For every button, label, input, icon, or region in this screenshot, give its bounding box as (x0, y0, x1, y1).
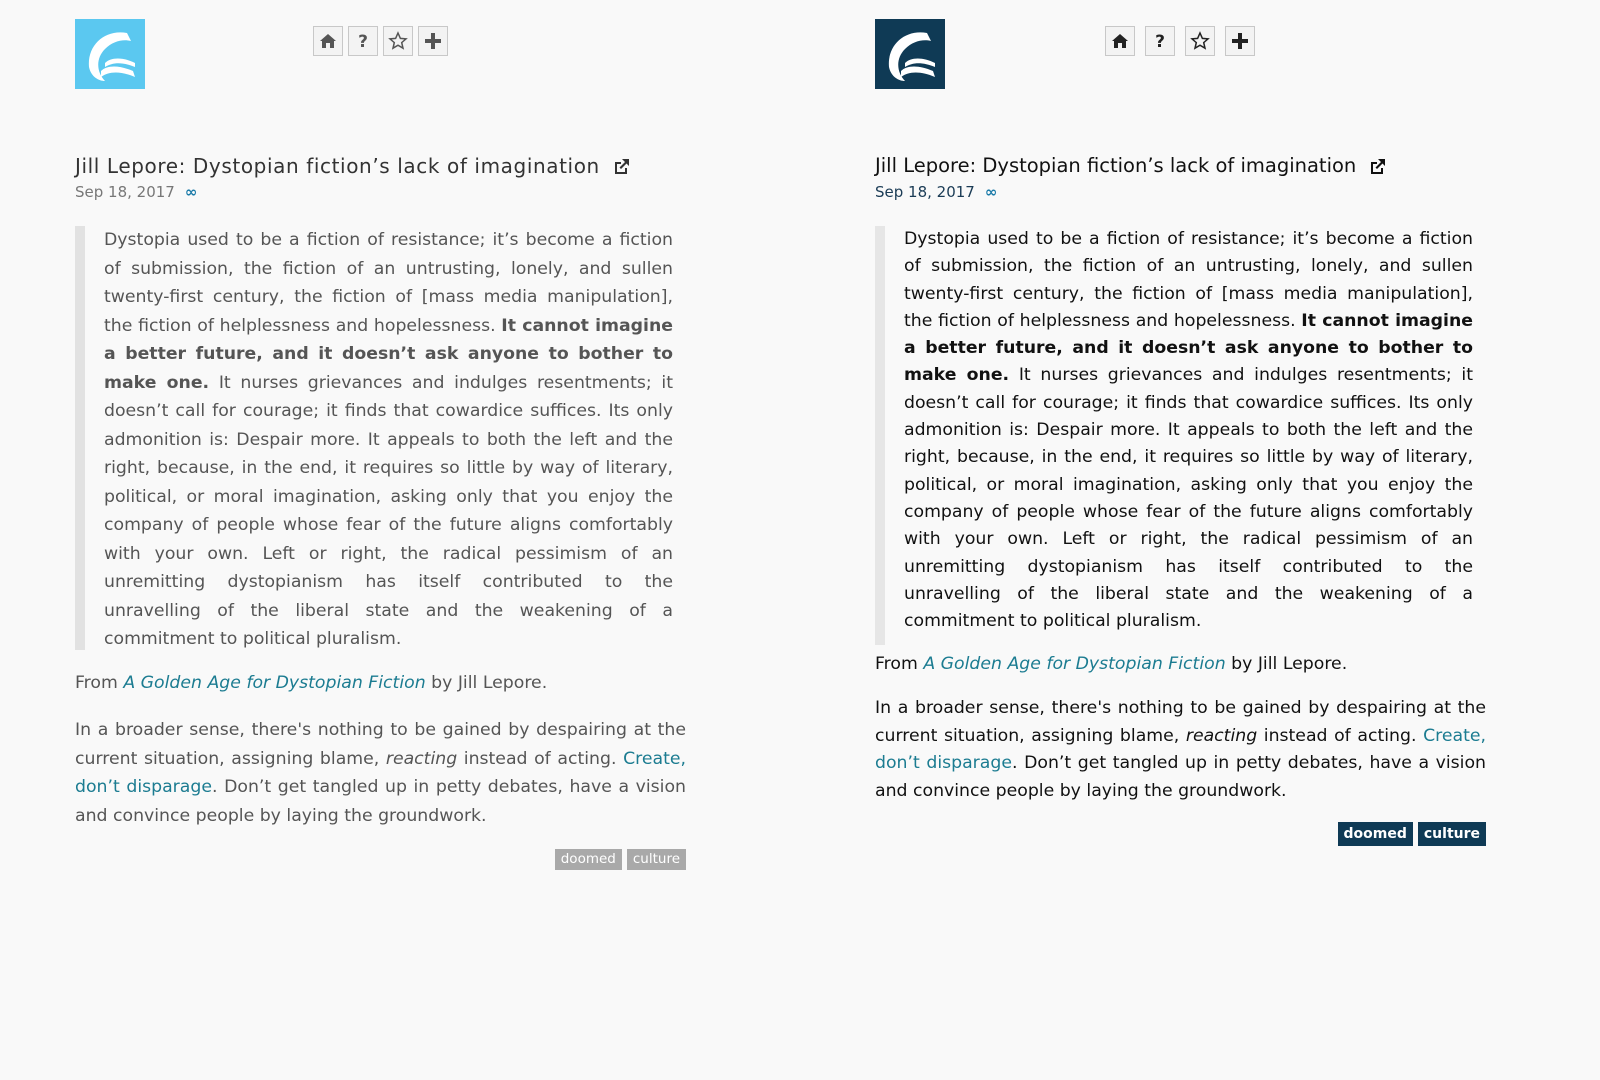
site-logo[interactable] (75, 19, 145, 89)
help-icon (1150, 31, 1170, 51)
quote-bold: It cannot imagine a better future, and it doesn’t ask anyone to bother to make one. (904, 310, 1473, 386)
toolbar (313, 26, 448, 56)
help-button[interactable] (1145, 26, 1175, 56)
tag-doomed[interactable]: doomed (1338, 822, 1413, 846)
star-icon (1190, 31, 1210, 51)
help-icon (353, 31, 373, 51)
blockquote (75, 226, 673, 650)
external-link-icon[interactable] (612, 157, 630, 175)
emphasis-reacting: reacting (385, 748, 458, 769)
svg-text:?: ? (1155, 32, 1165, 51)
post-title-row (75, 152, 630, 180)
source-link[interactable]: A Golden Age for Dystopian Fiction (123, 673, 426, 693)
post-date: Sep 18, 2017 (875, 183, 975, 201)
commentary-paragraph: In a broader sense, there's nothing to be gained by despairing at the current situation, assigning blame, reacting instead of acting. Create, don’t disparage. Don’t get tangled up in petty debates, have a vision and convince people by laying the groundwork. (75, 720, 686, 826)
external-link-icon[interactable] (1368, 157, 1386, 175)
permalink-icon[interactable]: ∞ (984, 183, 998, 201)
toolbar (1105, 26, 1255, 56)
tag-list (1338, 822, 1487, 846)
tag-culture[interactable]: culture (1418, 822, 1486, 846)
add-button[interactable] (418, 26, 448, 56)
quote-text: Dystopia used to be a fiction of resistance; it’s become a fiction of submission, the fiction of an untrusting, lonely, and sullen twenty-first century, the fiction of [mass media manipulation], the fiction of helplessness and hopelessness. It cannot imagine a better future, and it doesn’t ask anyone to bother to make one. It nurses grievances and indulges resentments; it doesn’t call for courage; it finds that cowardice suffices. Its only admonition is: Despair more. It appeals to both the left and the right, because, in the end, it requires so little by way of literary, political, or moral imagination, asking only that you enjoy the company of people whose fear of the future aligns comfortably with your own. Left or right, the radical pessimism of an unremitting dystopianism has itself contributed to the unravelling of the liberal state and the weakening of a commitment to political pluralism. (904, 229, 1473, 632)
tag-culture[interactable]: culture (627, 849, 686, 870)
quote-text: Dystopia used to be a fiction of resistance; it’s become a fiction of submission, the fiction of an untrusting, lonely, and sullen twenty-first century, the fiction of [mass media manipulation], the fiction of helplessness and hopelessness. It cannot imagine a better future, and it doesn’t ask anyone to bother to make one. It nurses grievances and indulges resentments; it doesn’t call for courage; it finds that cowardice suffices. Its only admonition is: Despair more. It appeals to both the left and the right, because, in the end, it requires so little by way of literary, political, or moral imagination, asking only that you enjoy the company of people whose fear of the future aligns comfortably with your own. Left or right, the radical pessimism of an unremitting dystopianism has itself contributed to the unravelling of the liberal state and the weakening of a commitment to political pluralism. (104, 230, 673, 649)
tag-list (555, 849, 686, 870)
permalink-icon[interactable]: ∞ (184, 183, 198, 201)
help-button[interactable] (348, 26, 378, 56)
source-link[interactable]: A Golden Age for Dystopian Fiction (923, 654, 1226, 674)
emphasis-reacting: reacting (1185, 725, 1258, 746)
wave-logo-icon (75, 19, 145, 89)
home-icon (318, 31, 338, 51)
wave-logo-icon (875, 19, 945, 89)
commentary-paragraph: In a broader sense, there's nothing to be gained by despairing at the current situation, assigning blame, reacting instead of acting. Create, don’t disparage. Don’t get tangled up in petty debates, have a vision and convince people by laying the groundwork. (875, 698, 1486, 801)
plus-icon (423, 31, 443, 51)
blockquote (875, 226, 1473, 645)
post-date: Sep 18, 2017 (75, 183, 175, 201)
tag-doomed[interactable]: doomed (555, 849, 622, 870)
home-icon (1110, 31, 1130, 51)
post-title[interactable]: Jill Lepore: Dystopian fiction’s lack of imagination (75, 154, 600, 178)
quote-bold: It cannot imagine a better future, and it doesn’t ask anyone to bother to make one. (104, 315, 673, 393)
post-title-row (875, 152, 1386, 180)
svg-text:?: ? (358, 32, 368, 51)
plus-icon (1230, 31, 1250, 51)
post-title[interactable]: Jill Lepore: Dystopian fiction’s lack of imagination (875, 154, 1357, 177)
favorite-button[interactable] (383, 26, 413, 56)
create-dont-disparage-link[interactable]: Create, don’t disparage (75, 748, 686, 797)
source-line: From A Golden Age for Dystopian Fiction by Jill Lepore. (875, 654, 1348, 674)
home-button[interactable] (313, 26, 343, 56)
star-icon (388, 31, 408, 51)
post-meta (875, 181, 997, 203)
home-button[interactable] (1105, 26, 1135, 56)
site-logo[interactable] (875, 19, 945, 89)
post-meta (75, 181, 197, 203)
favorite-button[interactable] (1185, 26, 1215, 56)
source-line: From A Golden Age for Dystopian Fiction by Jill Lepore. (75, 673, 548, 693)
create-dont-disparage-link[interactable]: Create, don’t disparage (875, 725, 1486, 773)
add-button[interactable] (1225, 26, 1255, 56)
